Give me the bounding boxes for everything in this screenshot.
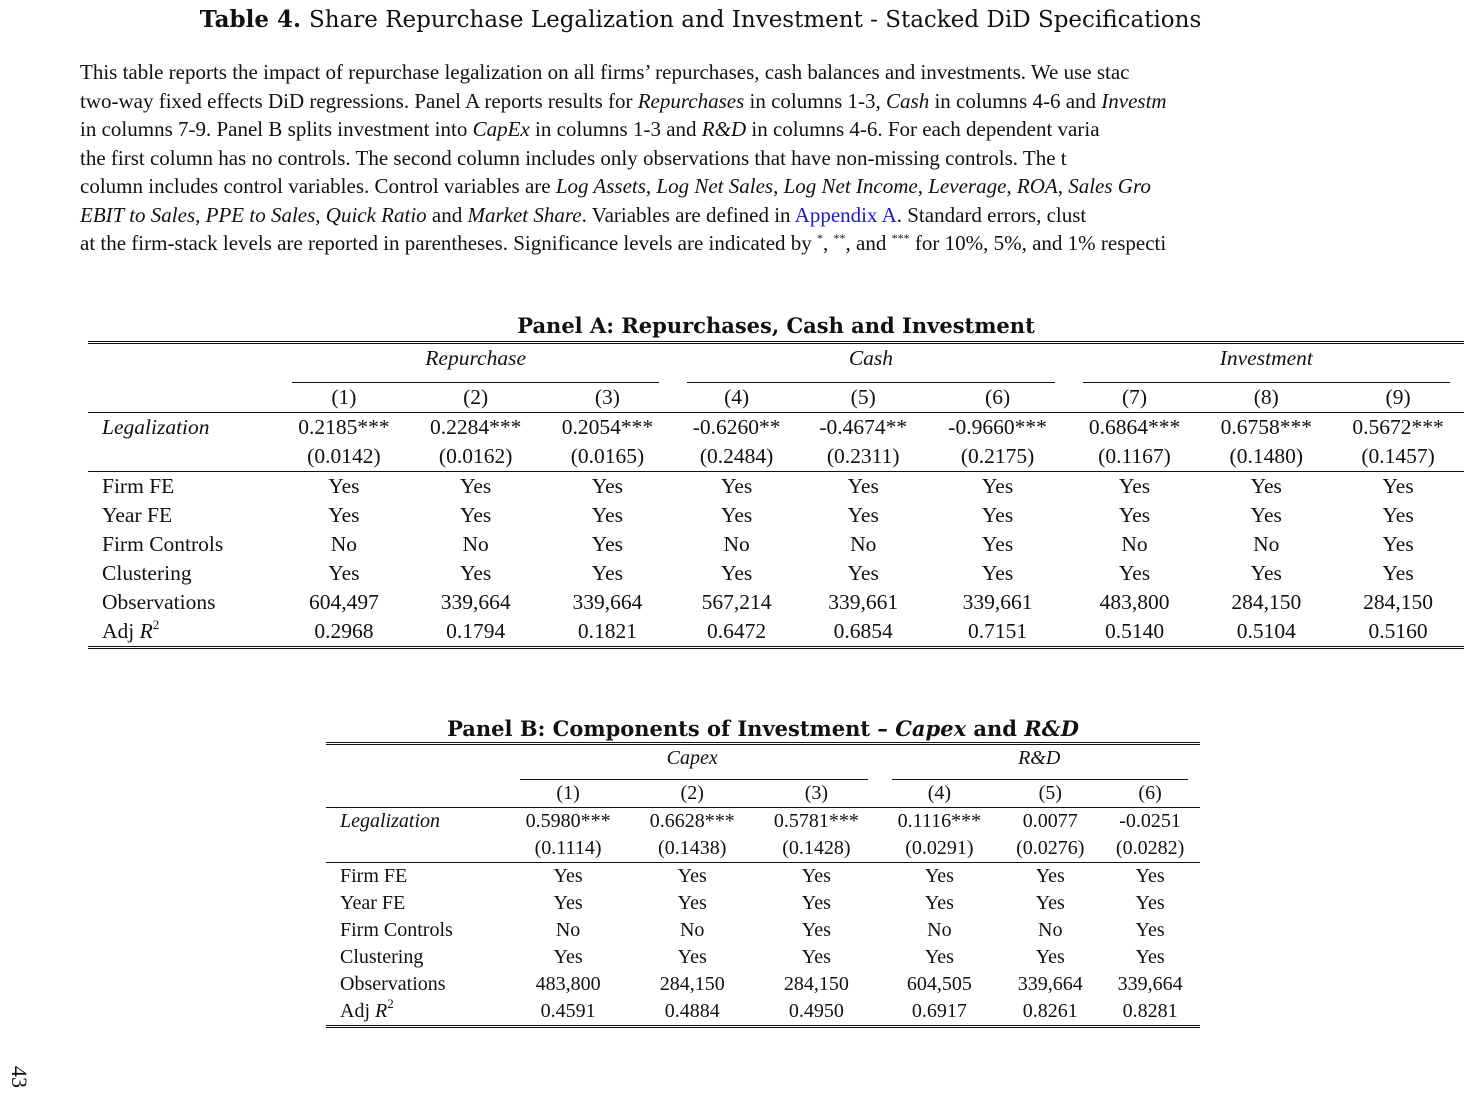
row-label: Year FE (102, 503, 173, 527)
table-row (88, 472, 1464, 502)
caption-text: . Variables are defined in (581, 202, 795, 227)
table-cell: (1) (331, 385, 357, 409)
table-cell: 0.5104 (1236, 619, 1296, 643)
page-number: 43 (7, 1066, 32, 1088)
caption-line (80, 87, 1401, 116)
table-cell: Yes (553, 892, 583, 914)
table-cell: 0.7151 (968, 619, 1028, 643)
table-row (326, 890, 1200, 917)
table-cell: 0.5781*** (754, 808, 878, 836)
table-cell: 0.4950 (788, 1000, 844, 1022)
panel-b-table (326, 742, 1200, 1028)
panel-b-title (326, 716, 1200, 741)
row-label: Clustering (340, 946, 424, 968)
caption-text: for 10%, 5%, and 1% respecti (909, 231, 1167, 255)
table-cell: Yes (720, 503, 753, 527)
table-cell: 284,150 (1363, 590, 1434, 614)
panel-a-table (88, 341, 1464, 649)
group-header: Cash (848, 346, 894, 370)
table-cell: (0.0291) (905, 837, 974, 859)
table-cell: Yes (677, 892, 707, 914)
table-cell: -0.6260** (673, 413, 800, 443)
table-row (88, 617, 1464, 648)
table-cell: (0.1457) (1361, 444, 1435, 468)
table-cell: Yes (410, 472, 542, 502)
table-cell: 339,661 (962, 590, 1033, 614)
table-cell: Yes (720, 561, 753, 585)
table-cell: (3) (594, 385, 620, 409)
table-row (326, 998, 1200, 1027)
table-cell: (9) (1385, 385, 1411, 409)
table-cell: Yes (801, 919, 831, 941)
table-cell: 0.4591 (540, 1000, 596, 1022)
table-cell: Yes (924, 892, 954, 914)
table-cell: 0.1821 (577, 619, 637, 643)
table-cell: 339,661 (828, 590, 899, 614)
table-cell: Yes (553, 946, 583, 968)
caption-text: . Standard errors, clust (896, 202, 1087, 227)
table-cell: Yes (1250, 503, 1282, 527)
table-row (88, 588, 1464, 617)
row-label: Firm FE (326, 863, 506, 891)
table-cell: Yes (981, 532, 1014, 556)
table-cell: -0.0251 (1100, 808, 1200, 836)
caption-text: , (315, 202, 326, 227)
table-row (326, 835, 1200, 863)
caption-italic: R&D (701, 117, 747, 141)
caption-text: , (645, 174, 657, 198)
table-cell: (0.1438) (658, 837, 727, 859)
caption-text: column includes control variables. Control variables are (80, 174, 556, 198)
caption-text: , and (845, 231, 892, 255)
row-label: Year FE (340, 892, 406, 914)
caption-line (80, 172, 1401, 201)
row-label: Legalization (340, 810, 441, 832)
table-cell: -0.9660*** (927, 413, 1069, 443)
table-cell: Yes (754, 863, 878, 891)
caption-text: in columns 4-6. For each dependent varia (746, 117, 1100, 141)
table-cell: Yes (1035, 892, 1065, 914)
table-cell: 0.6758*** (1200, 413, 1332, 443)
table-cell: Yes (673, 472, 800, 502)
row-label: Legalization (102, 415, 210, 439)
significance-marker: *** (891, 231, 910, 245)
table-cell: No (555, 919, 581, 941)
table-cell: Yes (1250, 561, 1282, 585)
table-cell: 0.5140 (1104, 619, 1165, 643)
table-cell: (3) (804, 782, 829, 804)
caption-italic: Cash (886, 88, 930, 113)
table-cell: (0.1167) (1098, 444, 1171, 468)
table-cell: Yes (328, 503, 360, 527)
table-cell: 0.6854 (833, 619, 893, 643)
table-row (88, 559, 1464, 588)
table-cell: (7) (1121, 385, 1148, 409)
table-cell: 0.0077 (1000, 808, 1100, 836)
table-cell: (2) (680, 782, 704, 804)
caption-text: and (426, 202, 468, 227)
table-cell: Yes (801, 892, 831, 914)
caption-italic: Log Net Sales (656, 174, 774, 198)
caption-text: in columns 4-6 and (929, 88, 1102, 113)
significance-marker: * (817, 231, 824, 245)
caption-text: , (823, 231, 834, 255)
table-cell: 0.6628*** (630, 808, 754, 836)
table-cell: (0.1480) (1229, 444, 1303, 468)
table-cell: -0.4674** (800, 413, 927, 443)
table-cell: (1) (556, 782, 580, 804)
table-cell: (4) (927, 782, 952, 804)
caption-text: , (1057, 174, 1069, 198)
table-cell: Yes (1000, 863, 1100, 891)
caption-line (80, 115, 1401, 144)
table-cell: 0.5672*** (1332, 413, 1464, 443)
table-cell: Yes (278, 472, 410, 502)
caption-text: , (773, 174, 784, 198)
table-cell: Yes (328, 561, 360, 585)
caption-text: at the firm-stack levels are reported in parentheses. Significance levels are indicated by (80, 231, 818, 255)
table-cell: (4) (724, 385, 750, 409)
table-row (88, 413, 1464, 443)
caption-italic: CapEx (472, 117, 530, 141)
table-cell: (0.0282) (1115, 837, 1185, 859)
caption-italic: Log Net Income (783, 174, 918, 198)
table-cell: 0.5160 (1368, 619, 1428, 643)
table-row (326, 808, 1200, 836)
table-number: Table 4. (199, 6, 302, 33)
table-cell: Yes (800, 472, 927, 502)
table-cell: Yes (927, 472, 1069, 502)
table-title (0, 6, 1401, 33)
caption-text: , (195, 202, 206, 227)
table-cell: Yes (1118, 503, 1151, 527)
table-cell: 0.8281 (1122, 1000, 1178, 1022)
table-row (326, 944, 1200, 971)
caption-text: in columns 7-9. Panel B splits investment into (80, 117, 473, 141)
caption-text: in columns 1-3 and (529, 117, 702, 141)
table-cell: Yes (1035, 946, 1065, 968)
table-cell: 284,150 (783, 973, 849, 995)
table-cell: 339,664 (1017, 973, 1083, 995)
significance-marker: ** (833, 231, 846, 245)
table-cell: 0.2185*** (278, 413, 410, 443)
table-cell: 567,214 (701, 590, 772, 614)
table-cell: Yes (801, 946, 831, 968)
caption-text: in columns 1-3, (744, 88, 887, 113)
panel-a-title: Panel A: Repurchases, Cash and Investment (517, 313, 1035, 338)
table-cell: Yes (1382, 503, 1414, 527)
table-cell: (5) (850, 385, 876, 409)
caption-italic: PPE to Sales (205, 202, 316, 227)
table-row (326, 971, 1200, 998)
table-cell: 483,800 (1099, 590, 1170, 614)
table-cell: (0.1114) (534, 837, 602, 859)
row-label: Adj (340, 1000, 375, 1022)
table-cell: No (927, 919, 952, 941)
table-cell: Yes (506, 863, 630, 891)
table-cell: Yes (1100, 863, 1200, 891)
panel-b-title-text: Panel B: Components of Investment – (447, 716, 896, 741)
table-cell: Yes (460, 561, 492, 585)
table-cell: Yes (878, 863, 1000, 891)
table-cell: (0.0276) (1016, 837, 1085, 859)
caption-text: , (917, 174, 929, 198)
caption-italic: Investm (1101, 88, 1167, 113)
table-cell: 284,150 (659, 973, 725, 995)
caption-text: the first column has no controls. The second column includes only observations that have non-missing controls. The t (80, 145, 1067, 170)
group-header-row (326, 745, 1200, 772)
table-cell: No (462, 532, 489, 556)
table-cell: 0.6864*** (1069, 413, 1201, 443)
appendix-link[interactable]: Appendix A (794, 202, 897, 227)
superscript: 2 (152, 617, 160, 632)
caption-text: , (1006, 174, 1017, 198)
table-cell: 0.6472 (707, 619, 767, 643)
table-cell: 339,664 (572, 590, 643, 614)
caption-italic: Repurchases (637, 88, 745, 113)
table-cell: 0.2054*** (542, 413, 674, 443)
table-cell: (0.0165) (570, 444, 645, 468)
row-label: Firm Controls (340, 919, 453, 941)
group-rule-row (326, 772, 1200, 780)
table-cell: 0.1794 (446, 619, 506, 643)
table-cell: Yes (1069, 472, 1201, 502)
table-cell: (0.2311) (826, 444, 900, 468)
table-cell: (0.0162) (438, 444, 513, 468)
caption-italic: Sales Gro (1068, 174, 1151, 198)
table-row (326, 863, 1200, 891)
table-cell: (6) (1138, 782, 1162, 804)
table-cell: Yes (924, 946, 954, 968)
row-label-symbol: R (375, 1000, 388, 1022)
table-cell: 284,150 (1231, 590, 1302, 614)
table-cell: (0.1428) (782, 837, 851, 859)
table-cell: Yes (542, 472, 674, 502)
caption-italic: Market Share (467, 202, 582, 227)
row-label: Observations (340, 973, 446, 995)
column-number-row (88, 383, 1464, 413)
table-cell: Yes (630, 863, 754, 891)
table-cell: 604,505 (906, 973, 972, 995)
row-label: Clustering (102, 561, 192, 585)
group-header: Repurchase (425, 346, 526, 370)
table-cell: (0.2484) (699, 444, 774, 468)
table-cell: 0.5980*** (506, 808, 630, 836)
table-cell: No (679, 919, 705, 941)
table-cell: Yes (1332, 472, 1464, 502)
table-cell: 0.1116*** (878, 808, 1000, 836)
table-cell: Yes (981, 561, 1014, 585)
table-cell: Yes (591, 503, 624, 527)
row-label: Adj (102, 619, 140, 643)
table-cell: 0.2284*** (410, 413, 542, 443)
table-cell: Yes (591, 561, 624, 585)
caption-italic: EBIT to Sales (80, 202, 196, 227)
caption-text: This table reports the impact of repurchase legalization on all firms’ repurchases, cash balances and investments. We use stac (80, 60, 1130, 84)
table-cell: No (850, 532, 877, 556)
table-row (88, 442, 1464, 472)
table-cell: (8) (1253, 385, 1279, 409)
panel-b-title-italic: Capex (895, 716, 967, 741)
table-cell: Yes (591, 532, 624, 556)
caption-line (80, 144, 1401, 173)
table-caption (80, 58, 1401, 258)
caption-text: two-way fixed effects DiD regressions. Panel A reports results for (80, 88, 638, 113)
caption-line (80, 201, 1401, 230)
table-cell: Yes (460, 503, 492, 527)
row-label-symbol: R (139, 619, 153, 643)
table-row (326, 917, 1200, 944)
caption-italic: Quick Ratio (325, 202, 427, 227)
table-cell: Yes (1382, 532, 1414, 556)
table-cell: Yes (981, 503, 1014, 527)
panel-b-title-italic: R&D (1024, 716, 1079, 741)
table-cell: 0.8261 (1022, 1000, 1078, 1022)
table-cell: 339,664 (440, 590, 511, 614)
table-cell: No (330, 532, 358, 556)
caption-line (80, 58, 1401, 87)
table-cell: No (1121, 532, 1148, 556)
superscript: 2 (387, 996, 394, 1011)
table-cell: Yes (1200, 472, 1332, 502)
caption-italic: Leverage (928, 174, 1007, 198)
table-cell: (0.0142) (307, 444, 381, 468)
table-cell: (5) (1038, 782, 1062, 804)
caption-italic: Log Assets (555, 174, 646, 198)
table-cell: 339,664 (1117, 973, 1183, 995)
table-cell: 604,497 (308, 590, 379, 614)
panel-b-title-text: and (966, 716, 1025, 741)
table-cell: 483,800 (535, 973, 601, 995)
group-header-row (88, 344, 1464, 373)
group-header: Investment (1219, 346, 1313, 370)
table-cell: Yes (1135, 946, 1165, 968)
table-row (88, 530, 1464, 559)
table-cell: No (1253, 532, 1280, 556)
table-cell: 0.2968 (314, 619, 374, 643)
table-cell: Yes (1382, 561, 1414, 585)
row-label: Firm Controls (102, 532, 224, 556)
table-cell: No (723, 532, 750, 556)
table-cell: Yes (847, 561, 879, 585)
row-label: Observations (102, 590, 216, 614)
group-header: R&D (1018, 747, 1061, 769)
caption-line (80, 229, 1401, 258)
table-cell: (0.2175) (960, 444, 1035, 468)
table-cell: (2) (463, 385, 489, 409)
table-cell: 0.4884 (664, 1000, 720, 1022)
caption-italic: ROA (1016, 174, 1058, 198)
table-cell: No (1038, 919, 1063, 941)
table-cell: (6) (985, 385, 1011, 409)
table-title-text: Share Repurchase Legalization and Investment - Stacked DiD Specifications (309, 7, 1202, 33)
table-cell: Yes (847, 503, 879, 527)
table-cell: 0.6917 (911, 1000, 967, 1022)
column-number-row (326, 780, 1200, 808)
table-row (88, 501, 1464, 530)
table-cell: Yes (677, 946, 707, 968)
table-cell: Yes (1135, 919, 1165, 941)
table-cell: Yes (1135, 892, 1165, 914)
group-rule-row (88, 373, 1464, 383)
table-cell: Yes (1118, 561, 1151, 585)
row-label: Firm FE (88, 472, 278, 502)
group-header: Capex (666, 747, 718, 769)
